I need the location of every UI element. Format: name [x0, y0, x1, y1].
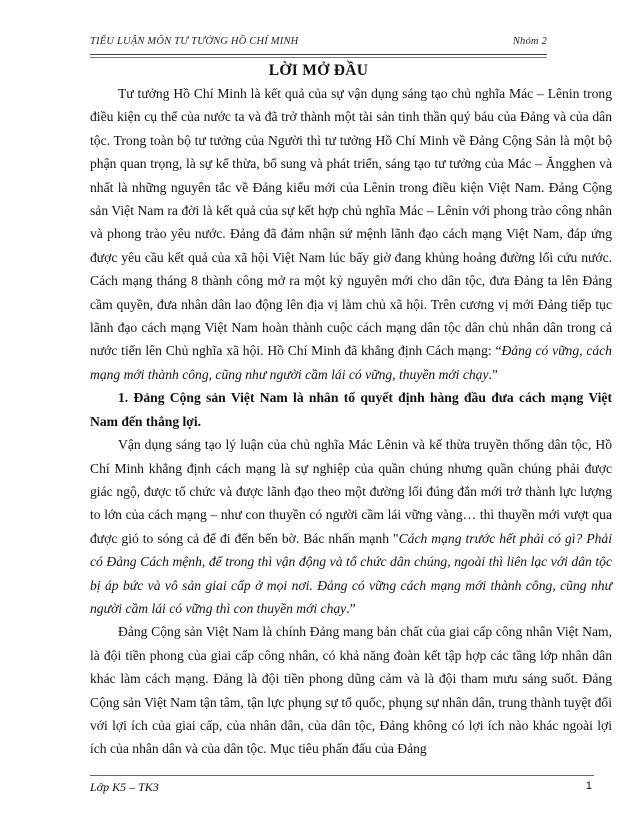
section-heading-1: 1. Đảng Cộng sản Việt Nam là nhân tố quyết định hàng đầu đưa cách mạng Việt Nam đến thắng lợi.: [90, 390, 612, 429]
page-number: 1: [585, 780, 592, 792]
page-header: [90, 36, 547, 52]
paragraph-intro-quote: Đảng có vững, cách mạng mới thành công, cũng như người cầm lái có vững, thuyền mới chạy: [90, 343, 612, 382]
paragraph-intro: [90, 82, 612, 386]
paragraph-2-tail: .”: [346, 600, 356, 616]
page-title: LỜI MỞ ĐẦU: [268, 62, 369, 79]
header-group: Nhóm 2: [512, 36, 547, 47]
paragraph-3-text: Đảng Cộng sản Việt Nam là chính Đảng mang bản chất của giai cấp công nhân Việt Nam, là đội tiền phong của giai cấp công nhân, có khả năng đoàn kết tập hợp các tầng lớp nhân dân khác làm cách mạng. Đảng là đội tiền phong dũng cảm và là đội tham mưu sáng suốt. Đảng Cộng sản Việt Nam tận tâm, tận lực phụng sự tổ quốc, phụng sự nhân dân, trung thành tuyệt đối với lợi ích của giai cấp, của nhân dân, của dân tộc, Đảng không có lợi ích nào khác ngoài lợi ích của nhân dân và của dân tộc. Mục tiêu phấn đấu của Đảng: [90, 624, 612, 757]
paragraph-2-text: Vận dụng sáng tạo lý luận của chủ nghĩa Mác Lênin và kế thừa truyền thống dân tộc, Hồ Chí Minh khẳng định cách mạng là sự nghiệp của quần chúng nhưng quần chúng phải được giác ngộ, được tổ chức và được lãnh đạo theo một đường lối đúng đắn mới trở thành lực lượng to lớn của cách mạng – như con thuyền có người cầm lái vững vàng… thì thuyền mới vượt qua được gió to sóng cả để đi đến bến bờ. Bác nhấn mạnh ": [90, 437, 612, 546]
paragraph-intro-tail: .”: [488, 366, 498, 382]
header-rule-thin: [90, 57, 547, 58]
paragraph-intro-text: Tư tưởng Hồ Chí Minh là kết quả của sự vận dụng sáng tạo chủ nghĩa Mác – Lênin trong điều kiện cụ thể của nước ta và đã trở thành một tài sản tinh thần quý báu của Đảng và của dân tộc. Trong toàn bộ tư tưởng của Người thì tư tưởng Hồ Chí Minh về Đảng Cộng Sản là một bộ phận quan trọng, là sự kế thừa, bổ sung và phát triển, sáng tạo tư tưởng của Mác – Ăngghen và nhất là những nguyên tắc về Đảng kiểu mới của Lênin trong điều kiện Việt Nam. Đảng Cộng sản Việt Nam ra đời là kết quả của sự kết hợp chủ nghĩa Mác – Lênin với phong trào công nhân và phong trào yêu nước. Đảng đã đảm nhận sứ mệnh lãnh đạo cách mạng Việt Nam, đáp ứng được yêu cầu kết quả của xã hội Việt Nam lúc bấy giờ đang khủng hoảng đường lối cứu nước. Cách mạng tháng 8 thành công mở ra một kỷ nguyên mới cho dân tộc, đưa Đảng ta lên Đảng cầm quyền, đưa nhân dân lao động lên địa vị làm chủ xã hội. Trên cương vị mới Đảng tiếp tục lãnh đạo cách mạng Việt Nam hoàn thành cuộc cách mạng dân tộc dân chủ nhân dân trong cả nước tiến lên Chủ nghĩa xã hội. Hồ Chí Minh đã khẳng định Cách mạng: “: [90, 86, 612, 359]
paragraph-2: [90, 433, 612, 620]
header-rule: [90, 54, 547, 55]
header-title: TIỂU LUẬN MÔN TƯ TƯỞNG HỒ CHÍ MINH: [90, 36, 299, 47]
footer-rule: [90, 775, 594, 776]
document-body: [90, 82, 612, 761]
footer-class: Lớp K5 – TK3: [90, 780, 159, 794]
paragraph-3: [90, 620, 612, 760]
paragraph-2-quote: Cách mạng trước hết phải có gì? Phải có Đảng Cách mệnh, để trong thì vận động và tổ chức dân chúng, ngoài thì liên lạc với dân tộc bị áp bức và vô sản giai cấp ở mọi nơi. Đảng có vững cách mạng mới thành công, cũng như người cầm lái có vững thì con thuyền mới chạy: [90, 530, 612, 616]
